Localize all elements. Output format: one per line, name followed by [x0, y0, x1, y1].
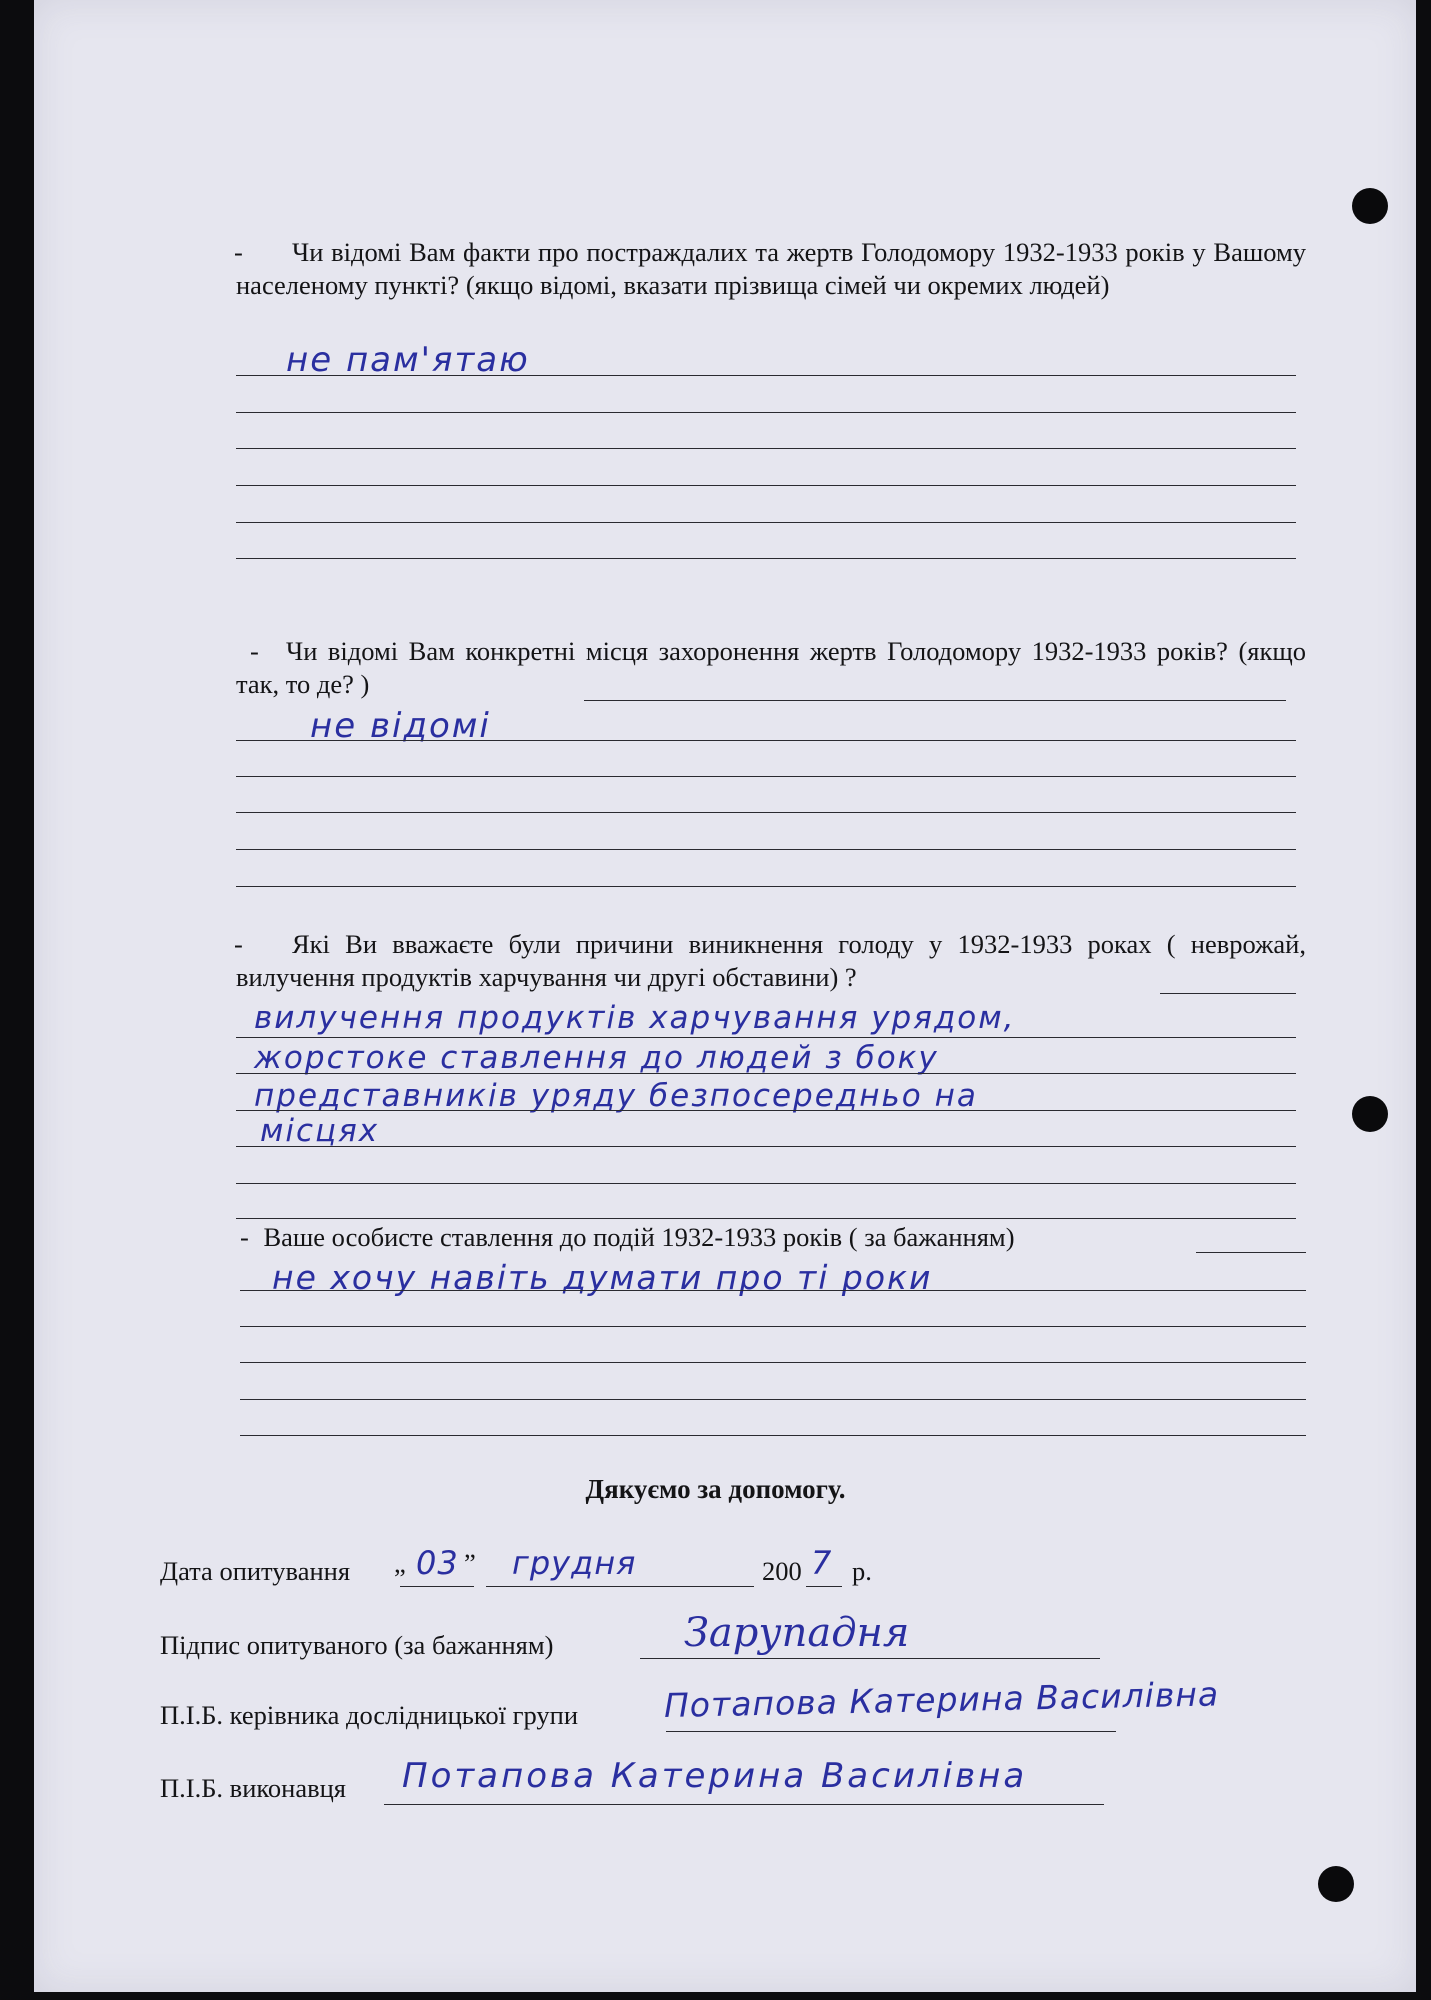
answer-line — [236, 776, 1296, 777]
answer-line — [236, 1183, 1296, 1184]
question-3 — [236, 928, 1306, 994]
answer-line — [236, 740, 1296, 741]
answer-line — [236, 849, 1296, 850]
answer-line — [236, 1073, 1296, 1074]
date-year-line — [806, 1586, 842, 1587]
survey-date-label: Дата опитування — [160, 1556, 351, 1586]
answer-line — [240, 1326, 1306, 1327]
answer-1: не пам'ятаю — [286, 340, 530, 380]
survey-date-year-digit: 7 — [811, 1544, 834, 1582]
punch-hole-bottom — [1318, 1866, 1354, 1902]
answer-line — [236, 1037, 1296, 1038]
survey-date-suffix: р. — [852, 1556, 872, 1586]
answer-line — [236, 485, 1296, 486]
answer-line — [236, 1218, 1296, 1219]
answer-line — [236, 522, 1296, 523]
answer-3-line-4: місцях — [260, 1113, 380, 1149]
question-3-text: Які Ви вважаєте були причини виникнення голоду у 1932-1933 роках ( неврожай, вилучення продуктів харчування чи другі обставини) ? — [236, 929, 1306, 992]
answer-line — [236, 558, 1296, 559]
answer-3-line-2: жорстоке ставлення до людей з боку — [254, 1040, 939, 1076]
answer-3-line-1: вилучення продуктів харчування урядом, — [254, 1000, 1016, 1036]
date-close-quote: ” — [464, 1548, 476, 1578]
survey-date-day: 03 — [416, 1544, 459, 1582]
answer-line — [240, 1435, 1306, 1436]
punch-hole-middle — [1352, 1096, 1388, 1132]
thank-you-heading: Дякуємо за допомогу. — [585, 1474, 846, 1504]
executor-label: П.І.Б. виконавця — [160, 1773, 346, 1803]
survey-date-month: грудня — [512, 1544, 637, 1582]
question-4 — [240, 1222, 1015, 1253]
respondent-signature: Зарупадня — [684, 1610, 910, 1656]
answer-line — [236, 412, 1296, 413]
group-leader-name: Потапова Катерина Василівна — [663, 1674, 1220, 1725]
answer-line — [240, 1290, 1306, 1291]
answer-3-line-3: представників уряду безпосередньо на — [254, 1078, 978, 1114]
question-3-dash: - — [234, 929, 243, 959]
date-day-line — [400, 1586, 474, 1587]
question-2-dash: - — [250, 636, 259, 666]
question-4-text: Ваше особисте ставлення до подій 1932-1933 років ( за бажанням) — [263, 1222, 1015, 1252]
answer-line — [236, 1110, 1296, 1111]
question-1-text: Чи відомі Вам факти про постраждалих та жертв Голодомору 1932-1933 років у Вашому населеному пункті? (якщо відомі, вказати прізвища сімей чи окремих людей) — [236, 237, 1306, 300]
punch-hole-top — [1352, 188, 1388, 224]
answer-line — [236, 448, 1296, 449]
answer-line — [1196, 1252, 1306, 1253]
question-1 — [236, 236, 1306, 302]
question-1-dash: - — [234, 237, 243, 267]
signature-label: Підпис опитуваного (за бажанням) — [160, 1630, 554, 1660]
answer-line — [236, 375, 1296, 376]
answer-2: не відомі — [310, 706, 491, 746]
answer-line — [236, 812, 1296, 813]
answer-4: не хочу навіть думати про ті роки — [272, 1258, 933, 1297]
answer-line — [584, 700, 1286, 701]
date-month-line — [486, 1586, 754, 1587]
question-4-dash: - — [240, 1222, 249, 1252]
executor-name: Потапова Катерина Василівна — [402, 1756, 1028, 1796]
survey-date-year-prefix: 200 — [762, 1556, 802, 1586]
answer-line — [240, 1362, 1306, 1363]
answer-line — [236, 1146, 1296, 1147]
signature-line — [640, 1658, 1100, 1659]
executor-line — [384, 1804, 1104, 1805]
group-leader-label: П.І.Б. керівника дослідницької групи — [160, 1700, 579, 1730]
question-2 — [236, 635, 1306, 701]
answer-line — [240, 1399, 1306, 1400]
date-open-quote: „ — [394, 1548, 406, 1578]
question-2-text: Чи відомі Вам конкретні місця захоронення жертв Голодомору 1932-1933 років? (якщо так, то де? ) — [236, 636, 1306, 699]
answer-line — [1160, 993, 1296, 994]
answer-line — [236, 886, 1296, 887]
leader-line — [666, 1731, 1116, 1732]
